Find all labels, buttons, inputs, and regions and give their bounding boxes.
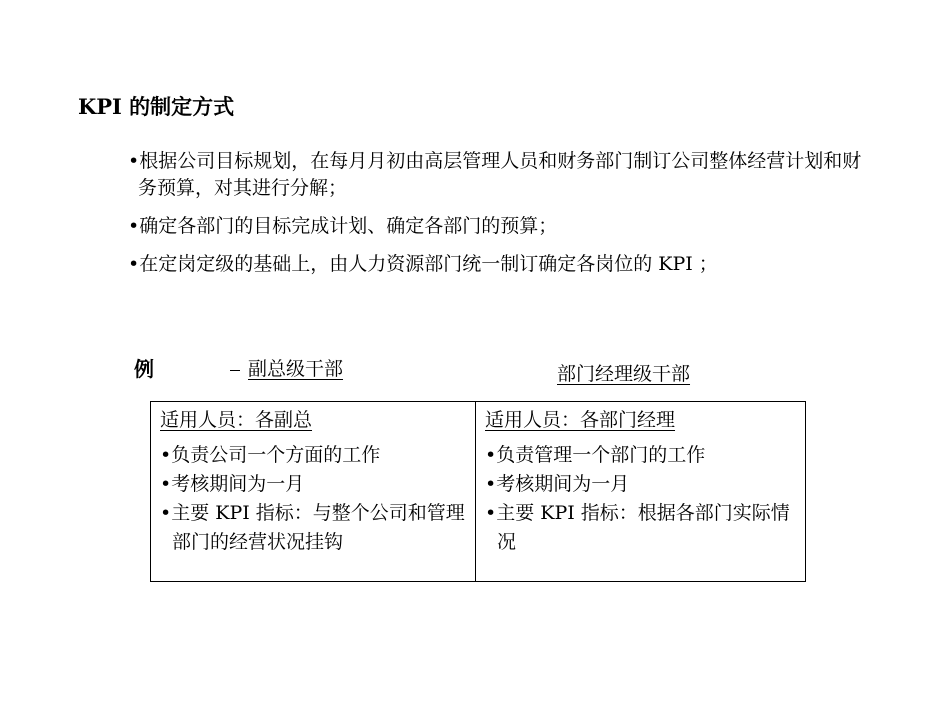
manager-level-header bbox=[557, 360, 690, 388]
vp-column-heading: 适用人员：各副总 bbox=[160, 409, 313, 431]
comparison-table bbox=[150, 401, 806, 582]
vp-column bbox=[151, 402, 476, 581]
manager-column-heading: 适用人员：各部门经理 bbox=[485, 409, 676, 431]
vp-column-item: • 负责公司一个方面的工作 bbox=[160, 441, 467, 470]
vp-level-header bbox=[230, 355, 343, 383]
bullet-list bbox=[128, 148, 878, 289]
manager-level-header-text: 部门经理级干部 bbox=[557, 363, 691, 385]
manager-column-item: • 主要 KPI 指标：根据各部门实际情况 bbox=[485, 499, 797, 557]
vp-column-item: • 考核期间为一月 bbox=[160, 470, 467, 499]
manager-column-item: • 负责管理一个部门的工作 bbox=[485, 441, 797, 470]
bullet-item-department: • 确定各部门的目标完成计划、确定各部门的预算； bbox=[128, 213, 878, 240]
bullet-item-kpi: • 在定岗定级的基础上，由人力资源部门统一制订确定各岗位的 KPI ； bbox=[128, 251, 878, 278]
manager-column-item: • 考核期间为一月 bbox=[485, 470, 797, 499]
dash-mark bbox=[230, 370, 240, 371]
example-label: 例 bbox=[134, 357, 154, 381]
page-title: KPI 的制定方式 bbox=[78, 94, 235, 119]
vp-level-header-text: 副总级干部 bbox=[248, 358, 344, 380]
vp-column-item: • 主要 KPI 指标：与整个公司和管理部门的经营状况挂钩 bbox=[160, 499, 467, 557]
bullet-item-plan: • 根据公司目标规划，在每月月初由高层管理人员和财务部门制订公司整体经营计划和财务预算，对其进行分解； bbox=[128, 148, 878, 202]
manager-column bbox=[476, 402, 805, 581]
